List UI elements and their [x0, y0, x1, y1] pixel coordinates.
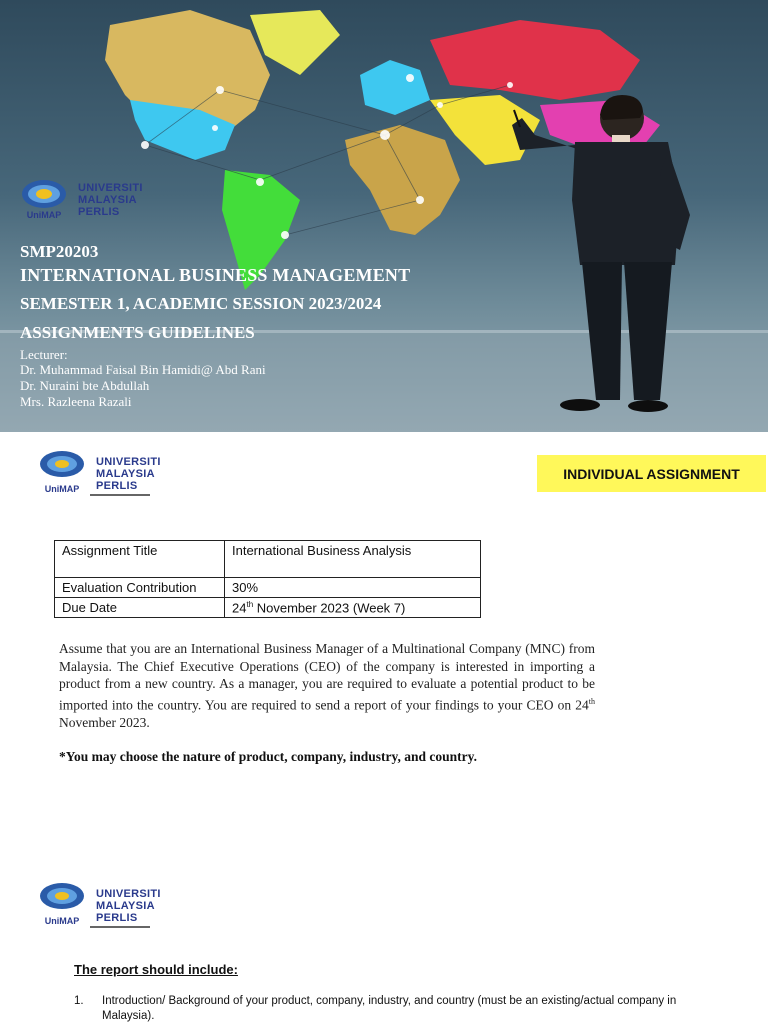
lecturer-name: Mrs. Razleena Razali	[20, 394, 132, 409]
table-value: 30%	[225, 578, 481, 598]
table-label: Assignment Title	[55, 541, 225, 578]
emblem-text: UniMAP	[44, 916, 80, 926]
logo-line: UNIVERSITI	[78, 182, 143, 194]
table-row	[55, 578, 481, 598]
list-item-text: Introduction/ Background of your product, company, industry, and country (must be an existing/actual company in Malaysia).	[102, 995, 677, 1022]
table-label: Due Date	[55, 598, 225, 618]
lecturer-name: Dr. Muhammad Faisal Bin Hamidi@ Abd Rani	[20, 362, 266, 377]
emblem-text: UniMAP	[44, 484, 80, 494]
report-heading: The report should include:	[74, 962, 238, 977]
logo-line: MALAYSIA	[78, 194, 137, 206]
logo-line: MALAYSIA	[96, 468, 155, 480]
due-day-suffix: th	[246, 600, 254, 609]
table-value	[225, 598, 481, 618]
university-emblem-icon	[38, 880, 86, 930]
description-text-end: November 2023.	[59, 714, 150, 730]
semester-line: SEMESTER 1, ACADEMIC SESSION 2023/2024	[20, 294, 382, 313]
individual-assignment-badge: INDIVIDUAL ASSIGNMENT	[537, 455, 766, 492]
logo-line: PERLIS	[78, 206, 120, 218]
due-rest: November 2023 (Week 7)	[253, 600, 406, 616]
logo-line: MALAYSIA	[96, 900, 155, 912]
table-row	[55, 598, 481, 618]
course-code: SMP20203	[20, 242, 99, 261]
assignment-note: *You may choose the nature of product, company, industry, and country.	[59, 749, 478, 764]
table-value: International Business Analysis	[225, 541, 481, 578]
logo-line: PERLIS	[96, 912, 138, 924]
list-item-number: 1.	[74, 995, 84, 1007]
description-text: Assume that you are an International Business Manager of a Multinational Company (MNC) from Malaysia. The Chief Executive Operations (CEO) of the company is interested in importing a product from a new country. As a manager, you are required to evaluate a potential product to be imported into the country. You are required to send a report of your findings to your CEO on 24	[59, 641, 595, 712]
university-emblem-icon	[38, 448, 86, 498]
assignment-info-table	[54, 540, 481, 618]
logo-line: UNIVERSITI	[96, 888, 161, 900]
lecturer-label: Lecturer:	[20, 347, 68, 362]
emblem-text: UniMAP	[26, 210, 62, 220]
course-title: INTERNATIONAL BUSINESS MANAGEMENT	[20, 265, 411, 285]
assignment-description	[59, 640, 595, 731]
list-item	[74, 994, 694, 1024]
table-label: Evaluation Contribution	[55, 578, 225, 598]
logo-line: PERLIS	[96, 480, 138, 492]
lecturer-name: Dr. Nuraini bte Abdullah	[20, 378, 150, 393]
university-emblem-icon	[20, 174, 68, 222]
cover-banner	[0, 0, 768, 432]
logo-line: UNIVERSITI	[96, 456, 161, 468]
due-day: 24	[232, 600, 247, 616]
document-title: ASSIGNMENTS GUIDELINES	[20, 323, 255, 342]
table-row	[55, 541, 481, 578]
description-suffix: th	[588, 696, 595, 706]
